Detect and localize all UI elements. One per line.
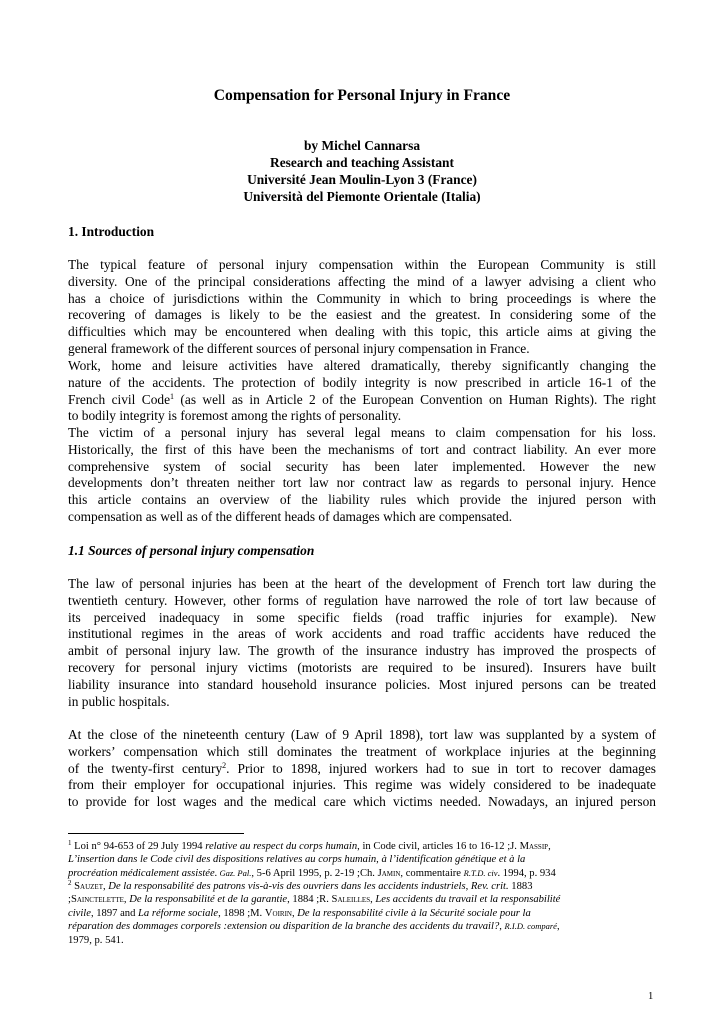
footnote-text: , bbox=[465, 881, 471, 892]
footnote-text: , bbox=[291, 907, 298, 919]
text-line: to bodily integrity is foremost among the rights of personality. bbox=[68, 408, 402, 424]
footnote-separator bbox=[68, 833, 244, 834]
footnote-mark: 1 bbox=[68, 839, 72, 847]
footnote-journal: R.I.D. comparé bbox=[504, 921, 557, 932]
page-title: Compensation for Personal Injury in France bbox=[213, 87, 511, 104]
footnote-text: , bbox=[123, 894, 130, 906]
footnote-text: , 5-6 April 1995, p. 2-19 ;Ch. bbox=[251, 867, 378, 879]
footnote-italic: procréation médicalement assistée. bbox=[68, 867, 218, 879]
byline-affiliation-2: Università del Piemonte Orientale (Italia) bbox=[243, 189, 481, 204]
paragraph-5 bbox=[68, 727, 656, 811]
footnote-author: Voirin bbox=[264, 907, 292, 919]
text-line: Work, home and leisure activities have altered dramatically, thereby significantly changing the bbox=[68, 358, 656, 373]
text-line: this article contains an overview of the liability rules which provide the injured person with bbox=[68, 492, 656, 508]
text-line: in public hospitals. bbox=[68, 693, 170, 709]
footnote-italic: De la responsabilité civile à la Sécurité sociale pour la bbox=[297, 907, 531, 919]
text-line: ambit of personal injury law. The growth of the insurance industry has improved the prospects of bbox=[68, 643, 656, 659]
footnote-line bbox=[68, 853, 656, 866]
text-line: The victim of a personal injury has several legal means to claim compensation for his loss. bbox=[68, 425, 656, 440]
text-line: compensation as well as of the different heads of damages which are compensated. bbox=[68, 508, 513, 524]
footnote-journal: Rev. crit. bbox=[470, 881, 509, 892]
footnote-line bbox=[68, 920, 656, 933]
footnote-author: Saleilles bbox=[331, 894, 371, 906]
footnote-line bbox=[68, 893, 656, 906]
footnote-line bbox=[68, 867, 656, 880]
text-line: to provide for lost wages and the medical care which victims needed. Nowadays, an injured person bbox=[68, 794, 656, 810]
text-line: institutional regimes in the areas of work accidents and road traffic accidents have reduced the bbox=[68, 626, 656, 642]
page-number: 1 bbox=[648, 991, 654, 1002]
text-line: diversity. One of the principal considerations affecting the mind of a lawyer advising a client who bbox=[68, 273, 656, 289]
footnote-author: Massip bbox=[519, 841, 549, 852]
footnote-text: , bbox=[548, 841, 551, 852]
footnote-italic: réparation des dommages corporels :extension ou disparition de la branche des accidents du travail? bbox=[68, 921, 500, 933]
footnote-text: , bbox=[370, 894, 376, 906]
footnote-author: Sauzet bbox=[74, 881, 103, 892]
footnote-journal: R.T.D. civ bbox=[463, 867, 498, 878]
text-line: recovery for personal injury victims (motorists are required to be insured). Insurers have built bbox=[68, 659, 656, 675]
footnote-1 bbox=[68, 840, 656, 880]
text-line: its perceived inadequacy in some specific fields (road traffic injuries for example). New bbox=[68, 609, 656, 625]
footnote-line: 1979, p. 541. bbox=[68, 934, 124, 946]
section-heading-introduction: 1. Introduction bbox=[68, 224, 155, 239]
footnote-text: , bbox=[499, 921, 505, 933]
text-fragment: (as well as in Article 2 of the European Convention on Human Rights). The right bbox=[174, 391, 656, 407]
text-line: developments don’t threaten neither tort law nor contract law as regards to personal injury. Hence bbox=[68, 475, 656, 491]
text-line: difficulties which may be encountered when dealing with this topic, this article aims at giving the bbox=[68, 324, 656, 340]
byline-author: by Michel Cannarsa bbox=[303, 138, 421, 153]
footnote-ref-2[interactable]: 2 bbox=[222, 760, 227, 770]
footnote-text: , bbox=[103, 881, 109, 892]
text-line: comprehensive system of social security has been later implemented. However the new bbox=[68, 458, 656, 474]
footnote-line bbox=[68, 840, 656, 853]
author-byline bbox=[0, 137, 724, 205]
footnote-mark: 2 bbox=[68, 879, 72, 887]
footnote-text: , bbox=[556, 921, 560, 933]
footnote-italic: Les accidents du travail et la responsabilité bbox=[375, 894, 561, 906]
text-line: general framework of the different sources of personal injury compensation in France. bbox=[68, 340, 530, 356]
paragraph-1 bbox=[68, 257, 656, 358]
footnote-italic: De la responsabilité des patrons vis-à-vis des ouvriers dans les accidents industriels bbox=[108, 881, 466, 892]
text-line: The law of personal injuries has been at the heart of the development of French tort law during the bbox=[68, 576, 656, 591]
footnote-text: , 1897 and bbox=[90, 907, 139, 919]
text-line bbox=[68, 392, 656, 409]
text-line: liability insurance into standard household insurance policies. Most injured persons can be treated bbox=[68, 676, 656, 692]
text-fragment: . Prior to 1898, injured workers had to sue in tort to recover damages bbox=[226, 760, 656, 776]
text-line: workers’ compensation which still dominates the treatment of workplace injuries at the beginning bbox=[68, 743, 656, 759]
text-line: from their employer for occupational injuries. This regime was widely considered to be inadequate bbox=[68, 777, 656, 793]
byline-affiliation-1: Université Jean Moulin-Lyon 3 (France) bbox=[247, 172, 477, 187]
footnote-author: Jamin bbox=[377, 867, 401, 879]
subsection-heading-sources: 1.1 Sources of personal injury compensation bbox=[68, 543, 315, 558]
footnote-italic: De la responsabilité et de la garantie bbox=[129, 894, 288, 906]
text-fragment: of the twenty-first century bbox=[68, 760, 223, 776]
paragraph-2 bbox=[68, 358, 656, 425]
footnote-text: , 1898 ;M. bbox=[218, 907, 265, 919]
footnote-line bbox=[68, 880, 656, 893]
footnote-italic: relative au respect du corps humain bbox=[205, 841, 358, 852]
footnote-text: Loi n° 94-653 of 29 July 1994 bbox=[71, 841, 206, 852]
footnote-text: ; bbox=[68, 894, 71, 906]
text-line: At the close of the nineteenth century (Law of 9 April 1898), tort law was supplanted by a system of bbox=[68, 727, 656, 742]
paragraph-4 bbox=[68, 576, 656, 710]
footnote-journal: Gaz. Pal. bbox=[217, 867, 252, 878]
footnote-italic: L’insertion dans le Code civil des dispositions relatives au corps humain, à l’identification génétique et à la bbox=[68, 854, 526, 866]
footnote-text: , in Code civil, articles 16 to 16-12 ;J. bbox=[357, 841, 520, 852]
text-line: has a choice of jurisdictions within the Community in which to bring proceedings is where the bbox=[68, 290, 656, 306]
footnote-ref-1[interactable]: 1 bbox=[170, 391, 175, 401]
text-line bbox=[68, 761, 656, 778]
footnote-line bbox=[68, 907, 656, 920]
text-line: Historically, the first of this have been the mechanisms of tort and contract liability. An ever more bbox=[68, 441, 656, 457]
text-fragment: French civil Code bbox=[68, 391, 171, 407]
footnote-text: , 1884 ;R. bbox=[287, 894, 332, 906]
footnote-text: . 1994, p. 934 bbox=[497, 867, 556, 879]
text-line: The typical feature of personal injury compensation within the European Community is still bbox=[68, 257, 656, 272]
footnote-2 bbox=[68, 880, 656, 947]
footnote-italic: La réforme sociale bbox=[138, 907, 219, 919]
text-line: nature of the accidents. The protection of bodily integrity is now prescribed in article 16-1 of the bbox=[68, 374, 656, 390]
byline-position: Research and teaching Assistant bbox=[270, 155, 454, 170]
footnote-text: 1883 bbox=[508, 881, 533, 892]
text-line: twentieth century. However, other forms of regulation have narrowed the role of tort law because of bbox=[68, 592, 656, 608]
footnote-author: Sainctelette bbox=[70, 894, 124, 906]
paragraph-3 bbox=[68, 425, 656, 526]
text-line: recovering of damages is likely to be the easiest and the greatest. In considering some of the bbox=[68, 307, 656, 323]
footnote-text: , commentaire bbox=[400, 867, 464, 879]
footnote-italic: civile bbox=[68, 907, 91, 919]
